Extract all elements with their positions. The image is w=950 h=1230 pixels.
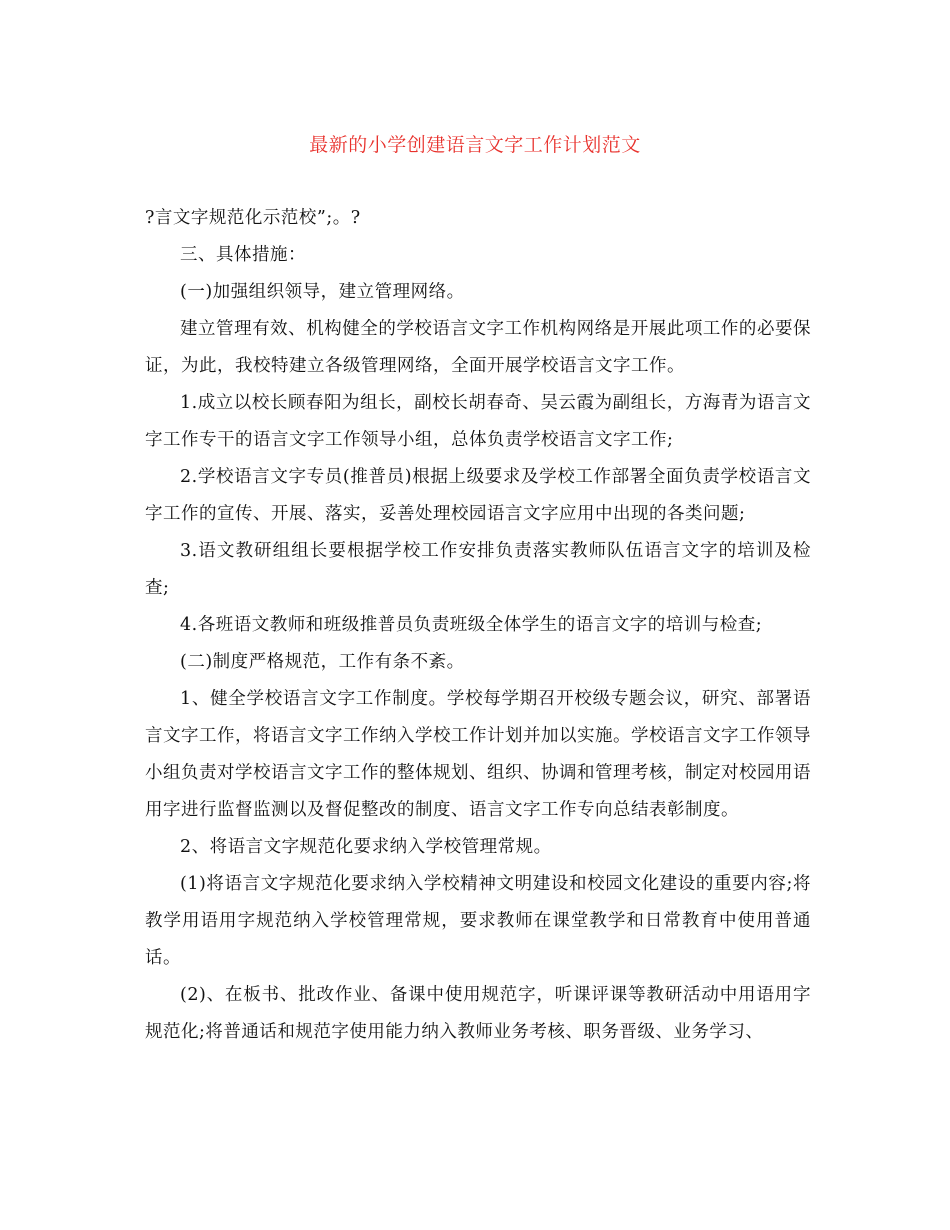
paragraph: ?言文字规范化示范校”;。?: [145, 208, 361, 228]
paragraph: 建立管理有效、机构健全的学校语言文字工作机构网络是开展此项工作的必要保证，为此，我校特建立各级管理网络，全面开展学校语言文字工作。: [145, 319, 811, 376]
document-title: 最新的小学创建语言文字工作计划范文: [309, 134, 641, 156]
paragraph: 3.语文教研组组长要根据学校工作安排负责落实教师队伍语言文字的培训及检查;: [145, 541, 811, 598]
paragraph: 1.成立以校长顾春阳为组长，副校长胡春奇、吴云霞为副组长，方海青为语言文字工作专干的语言文字工作领导小组，总体负责学校语言文字工作;: [145, 393, 811, 450]
paragraph: 2.学校语言文字专员(推普员)根据上级要求及学校工作部署全面负责学校语言文字工作的宣传、开展、落实，妥善处理校园语言文字应用中出现的各类问题;: [145, 467, 811, 524]
paragraph: 1、健全学校语言文字工作制度。学校每学期召开校级专题会议，研究、部署语言文字工作，将语言文字工作纳入学校工作计划并加以实施。学校语言文字工作领导小组负责对学校语言文字工作的整体规划、组织、协调和管理考核，制定对校园用语用字进行监督监测以及督促整改的制度、语言文字工作专向总结表彰制度。: [145, 689, 811, 820]
paragraph: 2、将语言文字规范化要求纳入学校管理常规。: [180, 837, 552, 857]
document-body: [145, 200, 811, 1051]
paragraph: (一)加强组织领导，建立管理网络。: [180, 282, 465, 302]
paragraph: (1)将语言文字规范化要求纳入学校精神文明建设和校园文化建设的重要内容;将教学用语用字规范纳入学校管理常规，要求教师在课堂教学和日常教育中使用普通话。: [145, 874, 811, 968]
paragraph: (二)制度严格规范，工作有条不紊。: [180, 652, 465, 672]
paragraph: 4.各班语文教师和班级推普员负责班级全体学生的语言文字的培训与检查;: [180, 615, 763, 635]
paragraph: 三、具体措施：: [180, 245, 306, 265]
paragraph: (2)、在板书、批改作业、备课中使用规范字，听课评课等教研活动中用语用字规范化;将普通话和规范字使用能力纳入教师业务考核、职务晋级、业务学习、: [145, 985, 811, 1042]
